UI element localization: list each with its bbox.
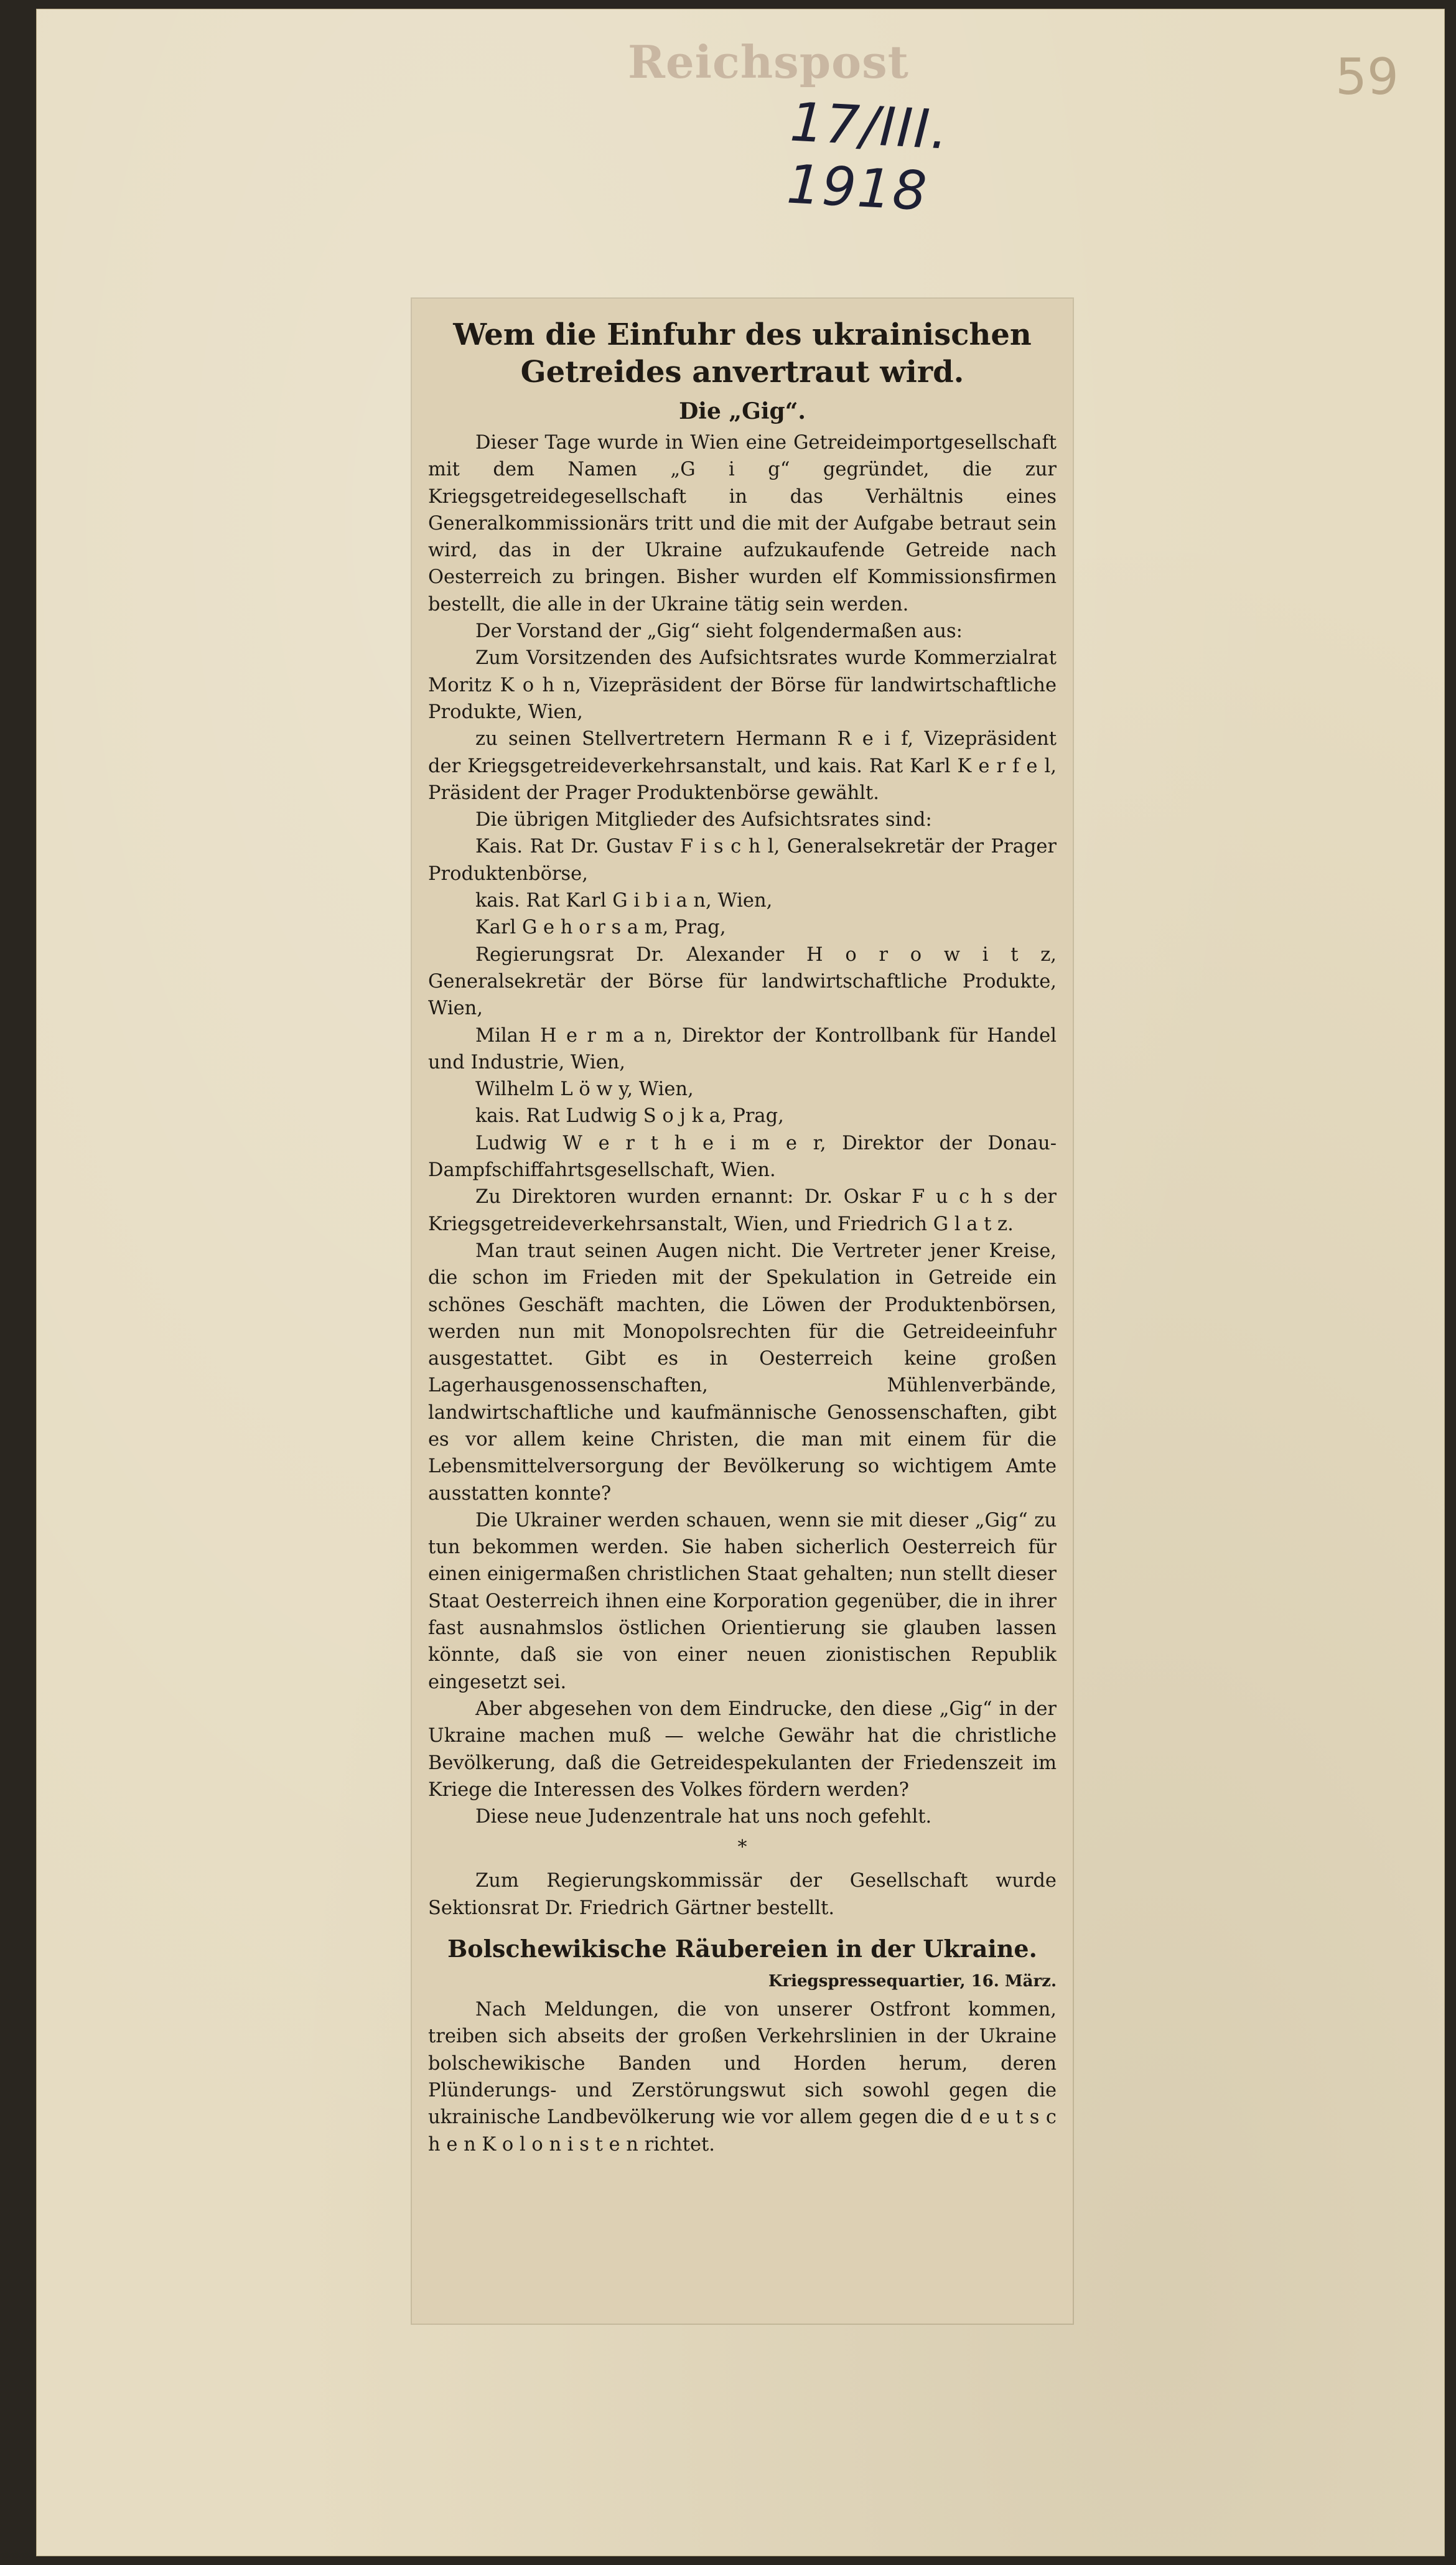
article-note: Zum Regierungskommissär der Gesellschaft wurde Sektionsrat Dr. Friedrich Gärtner bestellt. (428, 1870, 1057, 1919)
section-separator: * (737, 1836, 747, 1859)
newspaper-stamp: Reichspost (628, 35, 909, 88)
article-paragraph: Die übrigen Mitglieder des Aufsichtsrates sind: (475, 809, 932, 831)
member-entry: Milan H e r m a n, Direktor der Kontrollbank für Handel und Industrie, Wien, (428, 1024, 1057, 1073)
article-paragraph: Aber abgesehen von dem Eindrucke, den diese „Gig“ in der Ukraine machen muß — welche Gewähr hat die christliche Bevölkerung, daß die Getreidespekulanten der Friedenszeit im Kriege die Interessen des Volkes fördern werden? (428, 1698, 1057, 1801)
member-entry: Wilhelm L ö w y, Wien, (475, 1078, 694, 1101)
article-headline: Wem die Einfuhr des ukrainischen Getreides anvertraut wird. (453, 317, 1032, 390)
article-closing-line: Diese neue Judenzentrale hat uns noch gefehlt. (475, 1806, 932, 1828)
member-entry: kais. Rat Karl G i b i a n, Wien, (475, 890, 773, 912)
article-paragraph: Der Vorstand der „Gig“ sieht folgendermaßen aus: (475, 620, 963, 643)
article-paragraph: Man traut seinen Augen nicht. Die Vertreter jener Kreise, die schon im Frieden mit der Spekulation in Getreide ein schönes Geschäft machten, die Löwen der Produktenbörsen, werden nun mit Monopolsrechten für die Getreideeinfuhr ausgestattet. Gibt es in Oesterreich keine großen Lagerhausgenossenschaften, Mühlenverbände, landwirtschaftliche und kaufmännische Genossenschaften, gibt es vor allem keine Christen, die man mit einem für die Lebensmittelversorgung der Bevölkerung so wichtigem Amte ausstatten konnte? (428, 1240, 1057, 1505)
article-paragraph: Zu Direktoren wurden ernannt: Dr. Oskar F u c h s der Kriegsgetreideverkehrsanstalt, Wien, und Friedrich G l a t z. (428, 1186, 1057, 1235)
article-paragraph: Zum Vorsitzenden des Aufsichtsrates wurde Kommerzialrat Moritz K o h n, Vizepräsident der Börse für landwirtschaftliche Produkte, Wien, (428, 647, 1057, 723)
second-article-dateline: Kriegspressequartier, 16. März. (768, 1972, 1057, 1991)
member-entry: Regierungsrat Dr. Alexander H o r o w i t z, Generalsekretär der Börse für landwirtschaftliche Produkte, Wien, (428, 943, 1057, 1020)
member-entry: Ludwig W e r t h e i m e r, Direktor der Donau-Dampfschiffahrtsgesellschaft, Wien. (428, 1132, 1057, 1182)
handwritten-date: 17/III. 1918 (785, 91, 951, 223)
second-article-body: Nach Meldungen, die von unserer Ostfront kommen, treiben sich abseits der großen Verkehrslinien in der Ukraine bolschewikische Banden und Horden herum, deren Plünderungs- und Zerstörungswut sich sowohl gegen die ukrainische Landbevölkerung wie vor allem gegen die d e u t s c h e n K o l o n i s t e n richtet. (428, 1999, 1057, 2156)
article-paragraph: Kais. Rat Dr. Gustav F i s c h l, Generalsekretär der Prager Produktenbörse, (428, 836, 1057, 885)
article-paragraph: zu seinen Stellvertretern Hermann R e i f, Vizepräsident der Kriegsgetreideverkehrsanstalt, und kais. Rat Karl K e r f e l, Präsident der Prager Produktenbörse gewählt. (428, 728, 1057, 804)
article-paragraph: Die Ukrainer werden schauen, wenn sie mit dieser „Gig“ zu tun bekommen werden. Sie haben sicherlich Oesterreich für einen einigermaßen christlichen Staat gehalten; nun stellt dieser Staat Oesterreich ihnen eine Korporation gegenüber, die in ihrer fast ausnahmslos östlichen Orientierung sie glauben lassen könnte, daß sie von einer neuen zionistischen Republik eingesetzt sei. (428, 1509, 1057, 1693)
member-entry: kais. Rat Ludwig S o j k a, Prag, (475, 1105, 784, 1128)
second-article-headline: Bolschewikische Räubereien in der Ukraine. (447, 1935, 1037, 1963)
article-paragraph: Dieser Tage wurde in Wien eine Getreideimportgesellschaft mit dem Namen „G i g“ gegründet, die zur Kriegsgetreidegesellschaft in das Verhältnis eines Generalkommissionärs tritt und die mit der Aufgabe betraut sein wird, das in der Ukraine aufzukaufende Getreide nach Oesterreich zu bringen. Bisher wurden elf Kommissionsfirmen bestellt, die alle in der Ukraine tätig sein werden. (428, 432, 1057, 615)
article-subheadline: Die „Gig“. (679, 398, 806, 424)
newspaper-clipping (412, 299, 1073, 2324)
page-number: 59 (1335, 48, 1399, 106)
member-entry: Karl G e h o r s a m, Prag, (475, 917, 726, 939)
